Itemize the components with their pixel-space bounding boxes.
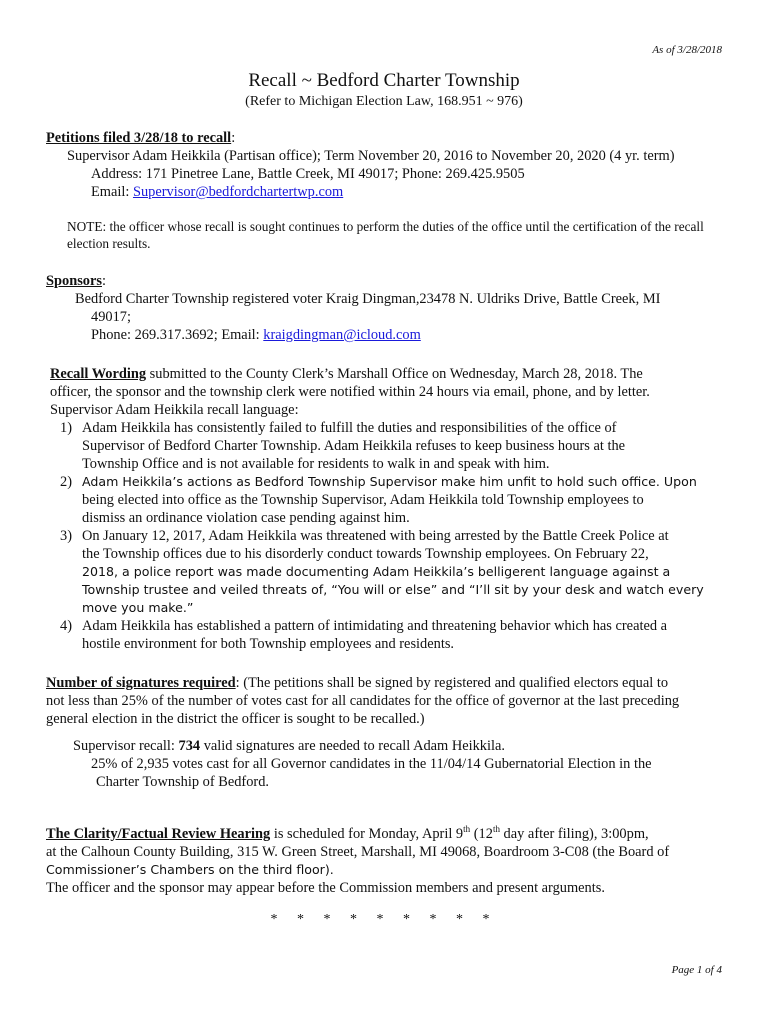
reason-number: 1) [60, 420, 72, 436]
hearing-line-c: Commissioner’s Chambers on the third floor). [46, 862, 334, 877]
reason-number: 4) [60, 618, 72, 634]
signatures-heading: Number of signatures required [46, 675, 236, 691]
sponsor-line: Bedford Charter Township registered voter Kraig Dingman,23478 N. Uldriks Drive, Battle Creek, MI [75, 291, 661, 307]
reason-line: dismiss an ordinance violation case pending against him. [82, 510, 410, 526]
officer-email-line [91, 183, 343, 201]
petitions-heading: Petitions filed 3/28/18 to recall [46, 130, 232, 146]
page-subtitle: (Refer to Michigan Election Law, 168.951 ~ 976) [245, 94, 523, 109]
officer-email-link[interactable]: Supervisor@bedfordchartertwp.com [132, 184, 344, 200]
sponsor-contact [91, 326, 421, 344]
signatures-line-a [46, 674, 668, 692]
hearing-line-a [46, 825, 649, 843]
recall-prefix: Supervisor recall: [73, 738, 179, 754]
reason-number: 3) [60, 528, 72, 544]
reason-item [50, 617, 750, 653]
reason-item [50, 473, 750, 527]
reason-item [50, 527, 750, 617]
sponsor-email-link[interactable]: kraigdingman@icloud.com [263, 327, 421, 343]
hearing-text-a1: is scheduled for Monday, April 9 [270, 826, 464, 842]
hearing-sup1: th [463, 824, 471, 835]
sponsors-heading: Sponsors [46, 273, 102, 289]
basis-line-a: 25% of 2,935 votes cast for all Governor candidates in the 11/04/14 Gubernatorial Election in the [91, 756, 652, 772]
hearing-sup2: th [492, 824, 500, 835]
basis-line-b: Charter Township of Bedford. [96, 774, 269, 790]
reason-line: Township Office and is not available for residents to walk in and speak with him. [82, 456, 550, 472]
reason-line: Adam Heikkila’s actions as Bedford Township Supervisor make him unfit to hold such office. Upon [82, 474, 697, 489]
signatures-text-a: : (The petitions shall be signed by registered and qualified electors equal to [235, 675, 669, 691]
reason-line: Adam Heikkila has consistently failed to fulfill the duties and responsibilities of the office of [82, 420, 617, 436]
reason-line: hostile environment for both Township employees and residents. [82, 636, 455, 652]
reasons-list [50, 419, 750, 653]
hearing-text-a3: day after filing), 3:00pm, [499, 826, 649, 842]
language-label: Supervisor Adam Heikkila recall language: [50, 402, 299, 418]
recall-suffix: valid signatures are needed to recall Adam Heikkila. [200, 738, 505, 754]
recall-note: NOTE: the officer whose recall is sought continues to perform the duties of the office until the certification of the recall election results. [67, 219, 704, 251]
sponsors-heading-line [46, 272, 106, 290]
wording-intro-a: submitted to the County Clerk’s Marshall Office on Wednesday, March 28, 2018. The [146, 366, 643, 382]
officer-address: Address: 171 Pinetree Lane, Battle Creek, MI 49017; Phone: 269.425.9505 [91, 166, 525, 182]
as-of-date: As of 3/28/2018 [652, 44, 722, 56]
petitions-heading-line [46, 129, 235, 147]
wording-intro-b: officer, the sponsor and the township clerk were notified within 24 hours via email, phone, and by letter. [50, 384, 650, 400]
page-number: Page 1 of 4 [671, 964, 722, 976]
sponsors-heading-colon: : [102, 273, 106, 289]
reason-number: 2) [60, 474, 72, 490]
reason-line: Adam Heikkila has established a pattern of intimidating and threatening behavior which has created a [82, 618, 668, 634]
hearing-heading: The Clarity/Factual Review Hearing [46, 826, 271, 842]
reason-line: being elected into office as the Township Supervisor, Adam Heikkila told Township employees to [82, 492, 644, 508]
hearing-line-d: The officer and the sponsor may appear before the Commission members and present arguments. [46, 880, 605, 896]
sponsor-zip: 49017; [91, 309, 131, 325]
section-separator: * * * * * * * * * [270, 912, 498, 927]
signature-count: 734 [178, 738, 201, 754]
reason-line: 2018, a police report was made documenting Adam Heikkila’s belligerent language against a [82, 564, 671, 579]
signatures-text-c: general election in the district the officer is sought to be recalled.) [46, 711, 425, 727]
email-label: Email: [91, 184, 133, 200]
petitions-heading-colon: : [231, 130, 236, 146]
reason-line: Supervisor of Bedford Charter Township. Adam Heikkila refuses to keep business hours at the [82, 438, 626, 454]
reason-line: move you make.” [82, 600, 194, 615]
hearing-text-a2: (12 [470, 826, 493, 842]
supervisor-recall-line [73, 737, 505, 755]
wording-heading: Recall Wording [50, 366, 147, 382]
hearing-line-b: at the Calhoun County Building, 315 W. Green Street, Marshall, MI 49068, Boardroom 3-C08 (the Board of [46, 844, 670, 860]
reason-line: the Township offices due to his disorderly conduct towards Township employees. On February 22, [82, 546, 649, 562]
officer-line: Supervisor Adam Heikkila (Partisan office); Term November 20, 2016 to November 20, 2020 (4 yr. term) [67, 148, 675, 164]
page-title: Recall ~ Bedford Charter Township [248, 70, 520, 91]
signatures-text-b: not less than 25% of the number of votes cast for all candidates for the office of governor at the last preceding [46, 693, 680, 709]
reason-line: Township trustee and veiled threats of, “You will or else” and “I’ll sit by your desk and watch every [82, 582, 704, 597]
wording-intro-line [50, 365, 740, 383]
reason-item [50, 419, 750, 473]
sponsor-phone: Phone: 269.317.3692; Email: [91, 327, 264, 343]
reason-line: On January 12, 2017, Adam Heikkila was threatened with being arrested by the Battle Creek Police at [82, 528, 669, 544]
